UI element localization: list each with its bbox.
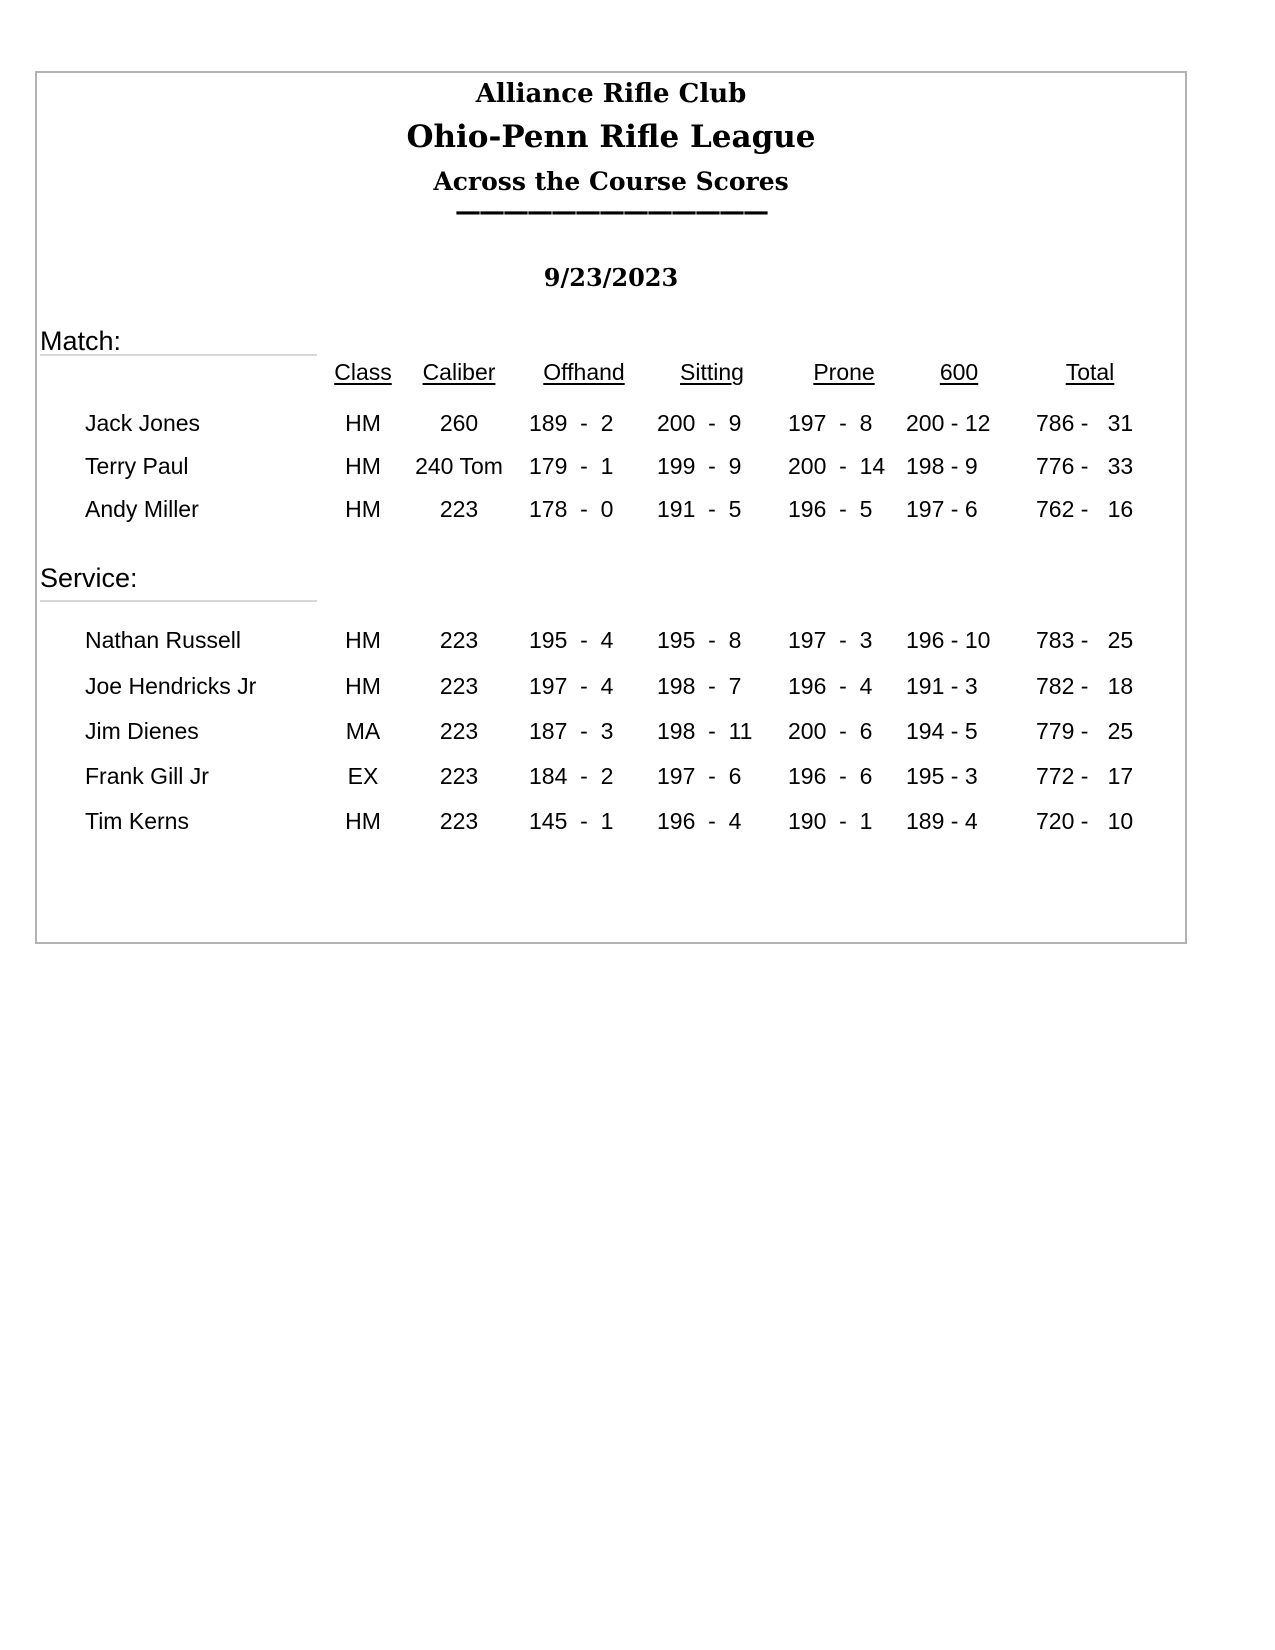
cell-total: 782 - 18 bbox=[1036, 673, 1134, 699]
cell-prone: 190 - 1 bbox=[788, 808, 873, 834]
cell-sitting: 197 - 6 bbox=[657, 763, 742, 789]
cell-offhand: 195 - 4 bbox=[529, 627, 614, 653]
cell-sitting: 196 - 4 bbox=[657, 808, 742, 834]
cell-prone: 196 - 6 bbox=[788, 763, 873, 789]
cell-caliber: 223 bbox=[439, 763, 479, 789]
cell-class: HM bbox=[345, 627, 381, 653]
cell-offhand: 189 - 2 bbox=[529, 410, 614, 436]
cell-class: HM bbox=[345, 453, 381, 479]
cell-six-hundred: 196 - 10 bbox=[906, 627, 991, 653]
column-header-offhand: Offhand bbox=[543, 359, 625, 385]
match-date: 9/23/2023 bbox=[543, 263, 679, 292]
cell-class: HM bbox=[345, 673, 381, 699]
shooter-name: Jim Dienes bbox=[85, 718, 199, 744]
title-divider: ————————————— bbox=[455, 197, 767, 227]
cell-total: 786 - 31 bbox=[1036, 410, 1134, 436]
cell-class: EX bbox=[347, 763, 379, 789]
cell-total: 779 - 25 bbox=[1036, 718, 1134, 744]
cell-offhand: 187 - 3 bbox=[529, 718, 614, 744]
shooter-name: Frank Gill Jr bbox=[85, 763, 209, 789]
cell-six-hundred: 189 - 4 bbox=[906, 808, 978, 834]
cell-six-hundred: 191 - 3 bbox=[906, 673, 978, 699]
cell-total: 772 - 17 bbox=[1036, 763, 1134, 789]
cell-six-hundred: 198 - 9 bbox=[906, 453, 978, 479]
cell-prone: 196 - 4 bbox=[788, 673, 873, 699]
cell-class: HM bbox=[345, 410, 381, 436]
cell-offhand: 179 - 1 bbox=[529, 453, 614, 479]
cell-offhand: 197 - 4 bbox=[529, 673, 614, 699]
column-header-class: Class bbox=[334, 359, 392, 385]
cell-total: 776 - 33 bbox=[1036, 453, 1134, 479]
cell-six-hundred: 195 - 3 bbox=[906, 763, 978, 789]
cell-prone: 196 - 5 bbox=[788, 496, 873, 522]
cell-total: 762 - 16 bbox=[1036, 496, 1134, 522]
cell-sitting: 198 - 11 bbox=[657, 718, 753, 744]
cell-caliber: 223 bbox=[439, 673, 479, 699]
cell-sitting: 198 - 7 bbox=[657, 673, 742, 699]
shooter-name: Terry Paul bbox=[85, 453, 189, 479]
club-title: Alliance Rifle Club bbox=[475, 79, 747, 109]
cell-caliber: 240 Tom bbox=[415, 453, 503, 479]
column-header-prone: Prone bbox=[813, 359, 875, 385]
scores-subtitle: Across the Course Scores bbox=[433, 167, 789, 196]
cell-caliber: 223 bbox=[439, 718, 479, 744]
cell-six-hundred: 194 - 5 bbox=[906, 718, 978, 744]
cell-offhand: 145 - 1 bbox=[529, 808, 614, 834]
shooter-name: Andy Miller bbox=[85, 496, 199, 522]
column-header-caliber: Caliber bbox=[422, 359, 496, 385]
shooter-name: Nathan Russell bbox=[85, 627, 241, 653]
cell-prone: 197 - 3 bbox=[788, 627, 873, 653]
shooter-name: Joe Hendricks Jr bbox=[85, 673, 257, 699]
cell-caliber: 223 bbox=[439, 496, 479, 522]
score-sheet-frame bbox=[35, 71, 1187, 944]
cell-class: MA bbox=[345, 718, 381, 744]
section-label-match: Match: bbox=[40, 324, 317, 356]
league-title: Ohio-Penn Rifle League bbox=[406, 119, 816, 155]
cell-six-hundred: 197 - 6 bbox=[906, 496, 978, 522]
cell-offhand: 178 - 0 bbox=[529, 496, 614, 522]
cell-total: 783 - 25 bbox=[1036, 627, 1134, 653]
column-header-600: 600 bbox=[939, 359, 979, 385]
cell-offhand: 184 - 2 bbox=[529, 763, 614, 789]
column-header-total: Total bbox=[1065, 359, 1115, 385]
cell-sitting: 195 - 8 bbox=[657, 627, 742, 653]
cell-sitting: 199 - 9 bbox=[657, 453, 742, 479]
cell-class: HM bbox=[345, 496, 381, 522]
shooter-name: Tim Kerns bbox=[85, 808, 189, 834]
column-header-sitting: Sitting bbox=[680, 359, 744, 385]
cell-caliber: 223 bbox=[439, 627, 479, 653]
cell-prone: 200 - 14 bbox=[788, 453, 886, 479]
cell-caliber: 223 bbox=[439, 808, 479, 834]
cell-six-hundred: 200 - 12 bbox=[906, 410, 991, 436]
shooter-name: Jack Jones bbox=[85, 410, 201, 436]
cell-class: HM bbox=[345, 808, 381, 834]
cell-sitting: 191 - 5 bbox=[657, 496, 742, 522]
cell-sitting: 200 - 9 bbox=[657, 410, 742, 436]
cell-prone: 197 - 8 bbox=[788, 410, 873, 436]
section-label-service: Service: bbox=[40, 560, 317, 602]
cell-prone: 200 - 6 bbox=[788, 718, 873, 744]
cell-total: 720 - 10 bbox=[1036, 808, 1134, 834]
cell-caliber: 260 bbox=[439, 410, 479, 436]
